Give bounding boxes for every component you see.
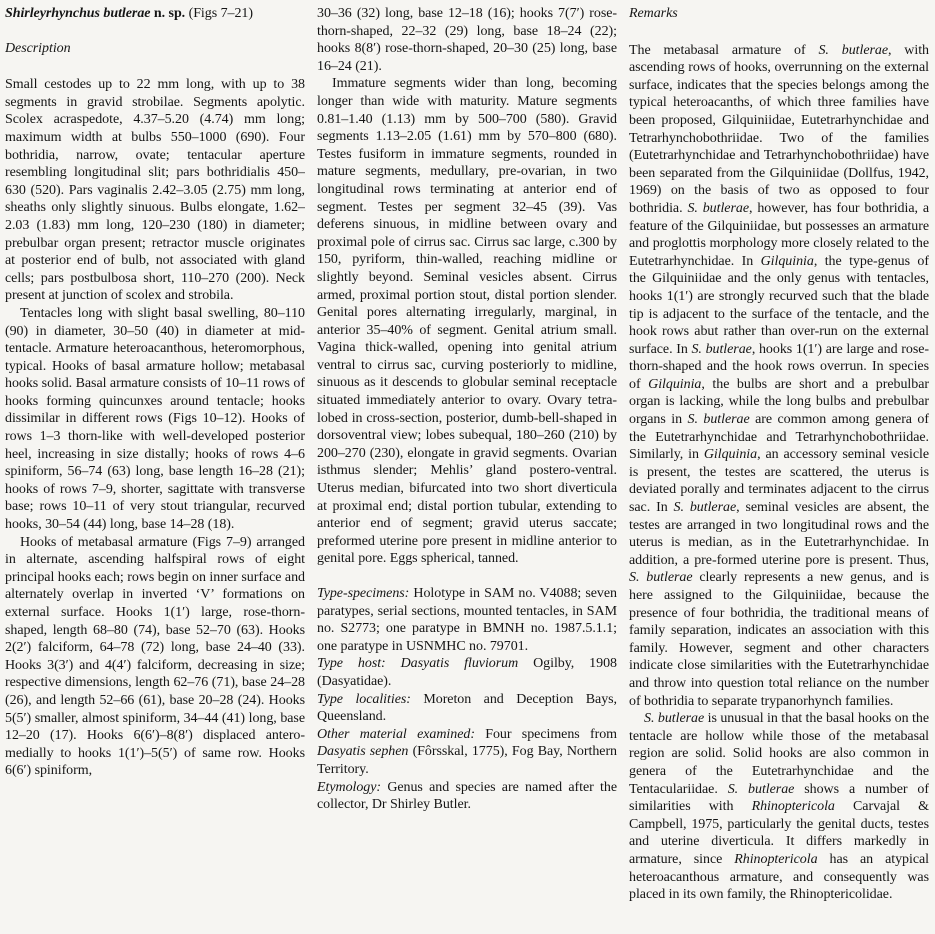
species-title (5, 5, 305, 23)
text-run: Genus and species are named after the collector, Dr Shirley Butler. (317, 779, 617, 813)
text-run: S. butlerae (644, 711, 705, 727)
text-run: S. butlerae (629, 570, 693, 586)
column-middle (317, 5, 617, 934)
description-paragraph-3-continued (317, 5, 617, 75)
text-run: Rhinoptericola (751, 799, 835, 815)
text-run: Type localities: (317, 691, 424, 707)
text-run: Type-specimens: (317, 586, 414, 601)
text-run: , however, has four bothridia, a feature of the Gilquiniidae, but possesses an armature and proglottis morphology more closely related to the Eutetrarhynchidae. In (629, 200, 929, 269)
text-run: Four specimens from (485, 726, 617, 742)
description-paragraph-1 (5, 76, 305, 305)
text-run: , the bulbs are short and a prebulbar organ is lacking, while the long bulbs and prebulbar organs in (629, 376, 929, 428)
text-run: clearly represents a new genus, and is here assigned to the Gilquiniidae, because the presence of four bothridia, the traditional means of family separation, indicates an association with this family. However, segment and other characters indicate close similarities with the Eutetrarhynchidae and throw into question total reliance on the number of bothridia to separate trypanorhynch families. (629, 570, 929, 709)
text-run: 30–36 (32) long, base 12–18 (16); hooks 7(7′) rose-thorn-shaped, 22–32 (29) long, base 18–24 (22); hooks 8(8′) rose-thorn-shaped, 20–30 (25) long, base 16–24 (21). (317, 6, 617, 74)
text-run: , with ascending rows of hooks, overrunning on the external surface, indicates that the species belongs among the typical heteroacanths, of which three families have been proposed, Gilquiniidae, Eutetrarhynchidae and Tetrarhynchobothriidae. Two of the families (Eutetrarhynchidae and Tetrarhynchobothriidae) have been separated from the Gilquiniidae (Dollfus, 1942, 1969) on the basis of two as opposed to four bothridia. (629, 42, 929, 216)
text-run: Gilquinia (760, 253, 814, 269)
text-run: Ogilby, 1908 (Dasyatidae). (317, 656, 617, 689)
text-run: Gilquinia (703, 447, 758, 463)
text-run: S. butlerae (691, 341, 752, 357)
text-run: S. butlerae (673, 500, 737, 516)
text-run: Shirleyrhynchus butlerae (5, 6, 151, 21)
type-specimens (317, 585, 617, 655)
column-right (629, 5, 929, 934)
text-run: Dasyatis sephen (317, 744, 413, 760)
text-run: Gilquinia (648, 376, 702, 392)
text-run: , the type-genus of the Gilquiniidae and the only genus with tentacles, hooks 1(1′) are strongly recurved such that the blade tip is adjacent to the surface of the tentacle, and the hook rows abut rather than over-run on the external surface. In (629, 253, 929, 357)
type-localities (317, 691, 617, 726)
text-run: (Fôrsskal, 1775), Fog Bay, Northern Territory. (317, 744, 617, 777)
text-run: S. butlerae (687, 200, 749, 216)
text-run: Rhinoptericola (734, 851, 818, 867)
text-run: , hooks 1(1′) are large and rose-thorn-shaped and the hook rows overrun. In species of (629, 341, 929, 392)
other-material-examined (317, 726, 617, 779)
text-run: , seminal vesicles are absent, the testes are arranged in two longitudinal rows and the uterus is median, as in the Eutetrarhynchidae. In addition, a pre-formed uterine pore is present. Thus, (629, 500, 929, 568)
text-run: n. sp. (150, 6, 189, 21)
text-run: S. butlerae (818, 42, 888, 58)
text-run: S. butlerae (727, 781, 795, 797)
text-run: Hooks of metabasal armature (Figs 7–9) arranged in alternate, ascending halfspiral rows of eight principal hooks each; rows begin on inner surface and alternately overlap in inverted ‘V’ formations on external surface. Hooks 1(1′) large, rose-thorn-shaped, length 68–80 (74), base 52–70 (63). Hooks 2(2′) falciform, 64–78 (72) long, base 24–40 (33). Hooks 3(3′) and 4(4′) falciform, decreasing in size; respective dimensions, length 62–76 (71), base 24–28 (26), and length 52–66 (61), base 20–28 (24). Hooks 5(5′) smaller, almost spiniform, 34–44 (41) long, base 12–20 (17). Hooks 6(6′)–8(8′) displaced antero-medially to hooks 1(1′)–5(5′) of same row. Hooks 6(6′) spiniform, (5, 534, 305, 779)
text-run: Description (5, 40, 71, 56)
text-run: Carvajal & Campbell, 1975, particularly the genital ducts, testes and uterine diverticula. It differs markedly in armature, since (629, 799, 929, 867)
description-paragraph-2 (5, 305, 305, 534)
column-left (5, 5, 305, 934)
text-run: S. butlerae (687, 412, 750, 428)
text-run: Tentacles long with slight basal swelling, 80–110 (90) in diameter, 30–50 (40) in diameter at mid-tentacle. Armature heteroacanthous, heteromorphous, typical. Hooks of basal armature hollow; metabasal hooks solid. Basal armature consists of 10–11 rows of hooks forming quincunxes around tentacle; hooks dissimilar in different rows (Figs 10–12). Hooks of rows 1–3 thorn-like with well-developed posterior heel, increasing in size distally; hooks of rows 4–6 spiniform, 56–74 (63) long, base length 16–28 (21); hooks of rows 7–9, shorter, sagittate with transverse base; rows 10–11 of very stout triangular, recurved hooks, 30–54 (44) long, base 14–28 (18). (5, 305, 305, 533)
text-run: Etymology: (317, 779, 388, 795)
remarks-paragraph-2 (629, 710, 929, 904)
text-run: The metabasal armature of (629, 42, 819, 58)
text-run: Immature segments wider than long, becoming longer than wide with maturity. Mature segments 0.81–1.40 (1.13) mm by 500–700 (580). Gravid segments 1.13–2.05 (1.61) mm by 570–800 (680). Testes fusiform in immature segments, rounded in mature segments, medullary, pre-ovarian, in two longitudinal rows terminating at anterior end of segment. Testes per segment 32–45 (39). Vas deferens sinuous, in midline between ovary and proximal pole of cirrus sac. Cirrus sac large, c.300 by 150, pyriform, thin-walled, reaching midline or slightly beyond. Seminal vesicles absent. Cirrus armed, proximal portion stout, distal portion slender. Genital pores alternating irregularly, marginal, in anterior 35–40% of segment. Genital atrium small. Vagina thick-walled, opening into genital atrium ventral to cirrus sac, curving posteriorly to midline, sinuous as it descends to globular seminal receptacle situated immediately anterior to ovary. Ovary tetra-lobed in cross-section, posterior, dumb-bell-shaped in dorsoventral view; lobes subequal, 180–260 (210) by 200–270 (230), elongate in gravid segments. Ovarian isthmus slender; Mehlis’ gland postero-ventral. Uterus median, bifurcated into two short diverticula at proximal end; distal portion tubular, extending to anterior end of segment; gravid uterus saccate; preformed uterine pore present in midline anterior to genital pore. Eggs spherical, tanned. (317, 76, 617, 567)
remarks-heading (629, 5, 929, 23)
text-run: has an atypical heteroacanthous armature, and consequently was placed in its own family, the Rhinoptericolidae. (629, 851, 929, 903)
text-run: Holotype in SAM no. V4088; seven paratypes, serial sections, mounted tentacles, in SAM no. S2773; one paratype in BMNH no. 1987.5.1.1; one paratype in USNMHC no. 79701. (317, 586, 617, 654)
etymology (317, 779, 617, 814)
text-run: Remarks (629, 6, 678, 21)
type-host (317, 655, 617, 690)
description-paragraph-4 (317, 75, 617, 568)
text-run: , an accessory seminal vesicle is present, the testes are scattered, the uterus is deviated porally and terminates adjacent to the cirrus sac. In (629, 447, 929, 516)
text-run: Type host: Dasyatis fluviorum (317, 656, 534, 672)
remarks-paragraph-1 (629, 42, 929, 711)
text-run: Moreton and Deception Bays, Queensland. (317, 691, 617, 725)
text-run: Other material examined: (317, 726, 486, 742)
text-run: Small cestodes up to 22 mm long, with up to 38 segments in gravid strobilae. Segments apolytic. Scolex acraspedote, 4.37–5.20 (4.74) mm long; maximum width at bulbs 550–1000 (690). Four bothridia, narrow, ovate; tentacular aperture resembling longitudinal slit; pars bothridialis 450–630 (520). Pars vaginalis 2.42–3.05 (2.75) mm long, sheaths only slightly sinuous. Bulbs elongate, 1.62–2.03 (1.83) mm long, 120–230 (180) in diameter; prebulbar organ present; retractor muscle originates at posterior end of bulb, not associated with gland cells; pars postbulbosa short, 110–270 (200). Neck present at junction of scolex and strobila. (5, 77, 305, 304)
text-run: is unusual in that the basal hooks on the tentacle are hollow while those of the metabasal region are solid. Solid hooks are also common in genera of the Eutetrarhynchidae and the Tentaculariidae. (629, 711, 929, 797)
text-run: shows a number of similarities with (629, 781, 929, 815)
description-heading (5, 40, 305, 58)
text-run: are common among genera of the Eutetrarhynchidae and Tetrarhynchobothriidae. Similarly, in (629, 412, 929, 463)
text-run: (Figs 7–21) (188, 6, 253, 21)
description-paragraph-3 (5, 534, 305, 780)
